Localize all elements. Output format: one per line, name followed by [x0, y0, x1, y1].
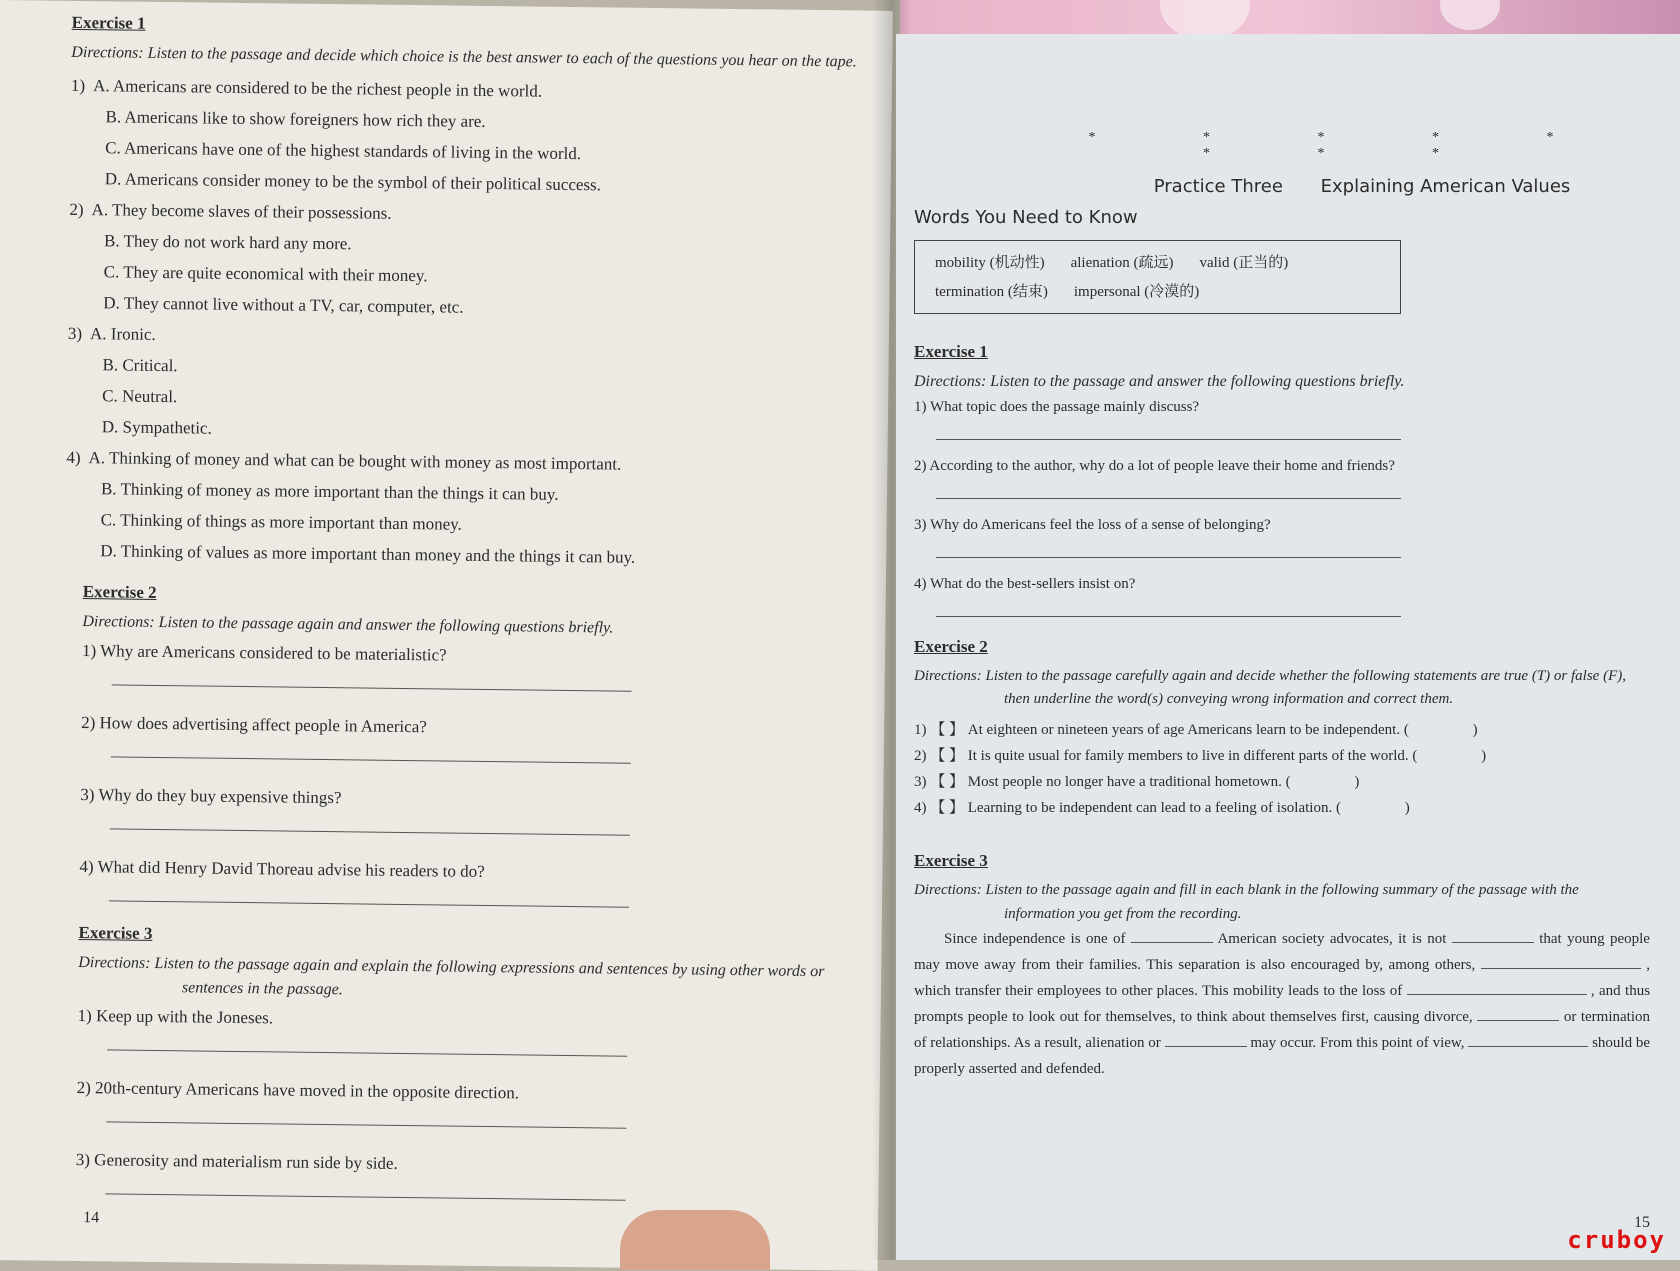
answer-line[interactable] — [936, 498, 1401, 499]
answer-option[interactable]: D. Thinking of values as more important than money and the things it can buy. — [100, 541, 636, 567]
question: 3) Generosity and materialism run side by side. — [75, 1150, 398, 1174]
statement-text: Learning to be independent can lead to a feeling of isolation. — [967, 800, 1333, 817]
fill-blank[interactable] — [1477, 1008, 1559, 1021]
exercise-2 — [914, 637, 1650, 822]
directions — [914, 665, 1650, 712]
question: 2) How does advertising affect people in America? — [81, 712, 427, 736]
question-number: 2) — [69, 199, 84, 219]
answer-line[interactable] — [936, 557, 1401, 558]
vocab-word: termination (结束) — [935, 284, 1048, 300]
summary-paragraph — [914, 926, 1650, 1082]
summary-text: may occur. From this point of view, — [1250, 1034, 1465, 1051]
summary-text: , which transfer their employees to other places. This mobility leads to the loss of — [914, 956, 1651, 999]
option-text: A. Americans are considered to be the richest people in the world. — [93, 75, 543, 101]
answer-line[interactable] — [110, 828, 630, 835]
answer-option[interactable]: C. Americans have one of the highest standards of living in the world. — [105, 138, 582, 163]
option-text: A. Thinking of money and what can be bought with money as most important. — [88, 447, 622, 474]
vocab-word: mobility (机动性) — [935, 255, 1045, 271]
answer-line[interactable] — [107, 1050, 627, 1057]
fill-blank[interactable] — [1452, 930, 1534, 943]
question-number: 1) — [70, 75, 86, 95]
directions-label: Directions: — [914, 373, 987, 390]
statement-text: At eighteen or nineteen years of age Americans learn to be independent. — [967, 722, 1401, 739]
directions-label: Directions: — [914, 667, 982, 684]
tf-bracket[interactable]: 【 】 — [926, 800, 968, 817]
question: 4) What do the best-sellers insist on? — [914, 575, 1136, 592]
hand-holding-book — [620, 1210, 770, 1270]
practice-number: Practice Three — [1153, 176, 1283, 197]
summary-text: or termination of relationships. As a result, alienation or — [914, 1008, 1651, 1051]
statement-number: 3) — [914, 774, 927, 791]
question-list — [914, 395, 1650, 617]
page-number: 14 — [83, 1209, 100, 1227]
correction-parens[interactable]: ( ) — [1281, 774, 1360, 791]
exercise-3 — [914, 851, 1650, 1082]
option-text: A. They become slaves of their possessions. — [91, 199, 392, 223]
directions-text: Listen to the passage carefully again and decide whether the following statements are true (T) or false (F), then underline the word(s) conveying wrong information and correct them. — [985, 667, 1626, 708]
directions-text: Listen to the passage again and answer the following questions briefly. — [158, 613, 614, 637]
answer-line[interactable] — [111, 756, 631, 763]
answer-option[interactable]: C. They are quite economical with their money. — [103, 262, 428, 286]
exercise-title: Exercise 1 — [71, 12, 146, 33]
exercise-3 — [57, 922, 881, 1204]
question: 3) Why do Americans feel the loss of a sense of belonging? — [914, 516, 1271, 533]
answer-line[interactable] — [106, 1122, 626, 1129]
practice-title: Explaining American Values — [1320, 176, 1571, 197]
question-list — [75, 1000, 880, 1204]
directions-text: Listen to the passage and answer the following questions briefly. — [990, 373, 1405, 390]
question-list — [79, 635, 885, 911]
statement-text: Most people no longer have a traditional hometown. — [967, 774, 1282, 791]
tf-bracket[interactable]: 【 】 — [926, 748, 968, 765]
vocab-word: impersonal (冷漠的) — [1073, 284, 1200, 300]
question: 2) According to the author, why do a lot of people leave their home and friends? — [914, 457, 1395, 474]
exercise-2 — [61, 582, 886, 911]
question: 3) Why do they buy expensive things? — [80, 784, 342, 807]
summary-text: Since independence is one of — [944, 930, 1126, 947]
answer-line[interactable] — [105, 1194, 625, 1201]
answer-option[interactable]: B. Americans like to show foreigners how rich they are. — [105, 107, 486, 131]
section-divider-stars: * * * * * * * * — [1088, 130, 1606, 161]
words-heading: Words You Need to Know — [914, 207, 1138, 228]
answer-option[interactable]: D. Americans consider money to be the symbol of their political success. — [104, 169, 602, 195]
question: 1) What topic does the passage mainly discuss? — [914, 398, 1200, 415]
summary-text: , and thus prompts people to look out for themselves, to think about themselves first, causing divorce, — [914, 982, 1651, 1025]
answer-option[interactable]: B. Thinking of money as more important than the things it can buy. — [100, 479, 559, 504]
directions-label: Directions: — [78, 953, 151, 972]
directions-text: Listen to the passage again and explain the following expressions and sentences by using other words or sentences in the passage. — [154, 954, 825, 999]
exercise-title: Exercise 3 — [78, 922, 153, 943]
directions-text: Listen to the passage and decide which choice is the best answer to each of the questions you hear on the tape. — [147, 44, 857, 71]
question: 2) 20th-century Americans have moved in the opposite direction. — [76, 1078, 520, 1103]
exercise-title: Exercise 2 — [914, 636, 988, 656]
answer-option[interactable]: C. Thinking of things as more important than money. — [100, 510, 462, 534]
option-text: A. Ironic. — [89, 323, 156, 344]
answer-line[interactable] — [112, 684, 632, 691]
fill-blank[interactable] — [1407, 982, 1587, 995]
vocab-word: valid (正当的) — [1199, 255, 1289, 271]
question: 4) What did Henry David Thoreau advise his readers to do? — [79, 856, 485, 881]
answer-option[interactable]: D. Sympathetic. — [101, 417, 212, 438]
question-number: 4) — [66, 447, 81, 467]
statement-row — [914, 769, 1650, 795]
correction-parens[interactable]: ( ) — [1400, 722, 1478, 739]
practice-heading — [1074, 176, 1650, 197]
answer-option[interactable]: D. They cannot live without a TV, car, computer, etc. — [103, 293, 464, 317]
fill-blank[interactable] — [1481, 956, 1641, 969]
tf-bracket[interactable]: 【 】 — [926, 722, 968, 739]
statement-number: 2) — [914, 748, 927, 765]
fill-blank[interactable] — [1165, 1034, 1247, 1047]
exercise-title: Exercise 1 — [914, 342, 988, 361]
statement-number: 1) — [914, 722, 927, 739]
question-number: 3) — [67, 323, 83, 343]
answer-line[interactable] — [109, 900, 629, 907]
exercise-1 — [914, 342, 1650, 617]
directions — [914, 879, 1650, 926]
directions-label: Directions: — [914, 882, 982, 899]
fill-blank[interactable] — [1131, 930, 1213, 943]
statement-number: 4) — [914, 800, 927, 817]
directions-label: Directions: — [82, 612, 155, 631]
summary-text: American society advocates, it is not — [1217, 930, 1447, 947]
directions — [914, 370, 1650, 395]
page-number: 15 — [1634, 1214, 1650, 1231]
directions-label: Directions: — [71, 43, 144, 62]
answer-option[interactable]: B. They do not work hard any more. — [103, 231, 352, 254]
question-list — [65, 70, 892, 576]
summary-text: that young people may move away from their families. This separation is also encouraged by, among others, — [914, 930, 1650, 973]
right-page — [896, 34, 1680, 1260]
exercise-1 — [65, 13, 893, 576]
vocab-word: alienation (疏远) — [1070, 255, 1174, 271]
answer-option[interactable]: C. Neutral. — [102, 386, 178, 406]
fabric-dot — [1440, 0, 1500, 30]
statement-row — [914, 717, 1650, 743]
vocabulary-box — [914, 240, 1401, 314]
directions-text: Listen to the passage again and fill in each blank in the following summary of the passage with the information you get from the recording. — [985, 882, 1579, 922]
fill-blank[interactable] — [1468, 1034, 1588, 1047]
watermark: cruboy — [1567, 1226, 1666, 1254]
statement-list — [914, 717, 1650, 821]
exercise-title: Exercise 3 — [914, 851, 988, 871]
question: 1) Why are Americans considered to be materialistic? — [81, 640, 447, 665]
summary-text: should be properly asserted and defended. — [914, 1034, 1651, 1077]
statement-row — [914, 795, 1650, 821]
answer-line[interactable] — [936, 439, 1401, 440]
question: 1) Keep up with the Joneses. — [77, 1006, 274, 1028]
statement-text: It is quite usual for family members to live in different parts of the world. — [967, 748, 1409, 765]
tf-bracket[interactable]: 【 】 — [926, 774, 968, 791]
statement-row — [914, 743, 1650, 769]
correction-parens[interactable]: ( ) — [1332, 800, 1410, 817]
answer-option[interactable]: B. Critical. — [102, 355, 178, 375]
exercise-title: Exercise 2 — [82, 581, 157, 602]
correction-parens[interactable]: ( ) — [1408, 748, 1487, 765]
answer-line[interactable] — [936, 616, 1401, 617]
